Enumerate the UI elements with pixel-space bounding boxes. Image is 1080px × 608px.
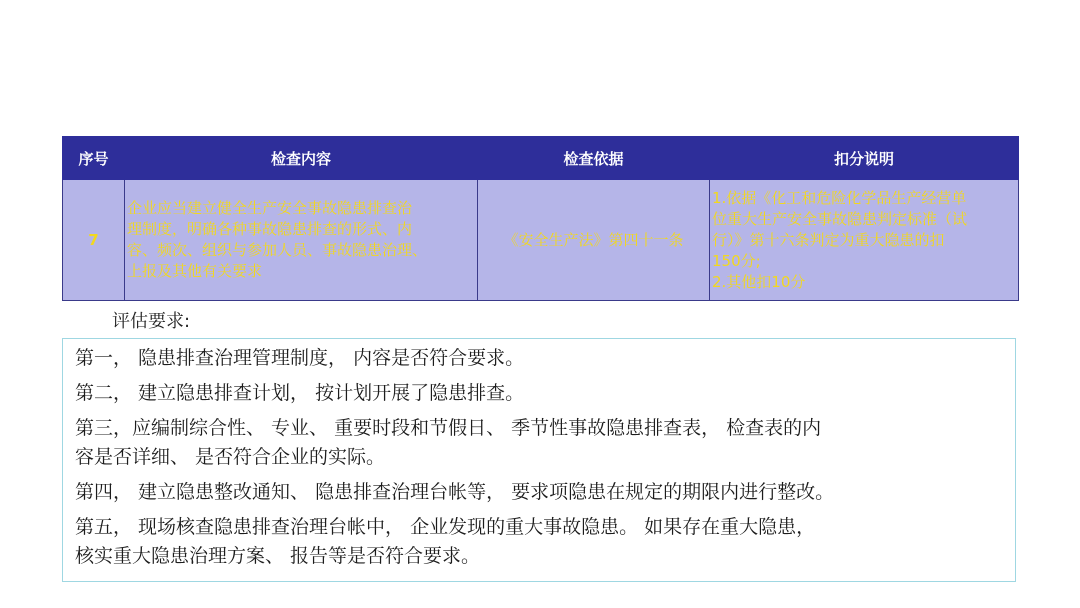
requirement-line: 第二， 建立隐患排查计划， 按计划开展了隐患排查。 [75,382,525,404]
requirement-item-3 [75,414,1005,472]
header-no: 序号 [63,137,125,180]
inspection-table [62,136,1019,301]
requirement-item-1 [75,344,1005,373]
requirement-line: 第五， 现场核查隐患排查治理台帐中， 企业发现的重大事故隐患。 如果存在重大隐患， [75,516,816,538]
table-header-row [63,137,1019,180]
note-line: 2.其他扣10分 [712,272,806,291]
header-content: 检查内容 [125,137,478,180]
header-basis: 检查依据 [478,137,710,180]
content-line: 容、频次、组织与参加人员、事故隐患治理、 [127,241,428,259]
table-row [63,180,1019,301]
content-line: 上报及其他有关要求 [127,262,263,280]
row-content [125,180,478,301]
note-line: 150分; [712,251,761,270]
requirement-item-5 [75,513,1005,571]
note-line: 行）》第十六条判定为重大隐患的扣 [712,230,945,249]
requirement-line: 第四， 建立隐患整改通知、 隐患排查治理台帐等， 要求项隐患在规定的期限内进行整改。 [75,481,835,503]
note-line: 位重大生产安全事故隐患判定标准（试 [712,209,968,228]
evaluation-requirements-box [62,338,1016,582]
content-line: 理制度，明确各种事故隐患排查的形式、内 [127,220,413,238]
content-line: 企业应当建立健全生产安全事故隐患排查治 [127,199,413,217]
row-basis: 《安全生产法》第四十一条 [478,180,710,301]
row-number: 7 [63,180,125,301]
requirement-line: 第三，应编制综合性、 专业、 重要时段和节假日、 季节性事故隐患排查表， 检查表的内 [75,417,822,439]
requirement-item-2 [75,379,1005,408]
requirement-line: 核实重大隐患治理方案、 报告等是否符合要求。 [75,545,481,567]
requirement-line: 第一， 隐患排查治理管理制度， 内容是否符合要求。 [75,347,525,369]
requirement-item-4 [75,478,1005,507]
note-line: 1.依据《化工和危险化学品生产经营单 [712,188,967,207]
requirement-line: 容是否详细、 是否符合企业的实际。 [75,446,386,468]
evaluation-label: 评估要求: [112,311,191,332]
header-deduction: 扣分说明 [710,137,1019,180]
row-deduction-note [710,180,1019,301]
